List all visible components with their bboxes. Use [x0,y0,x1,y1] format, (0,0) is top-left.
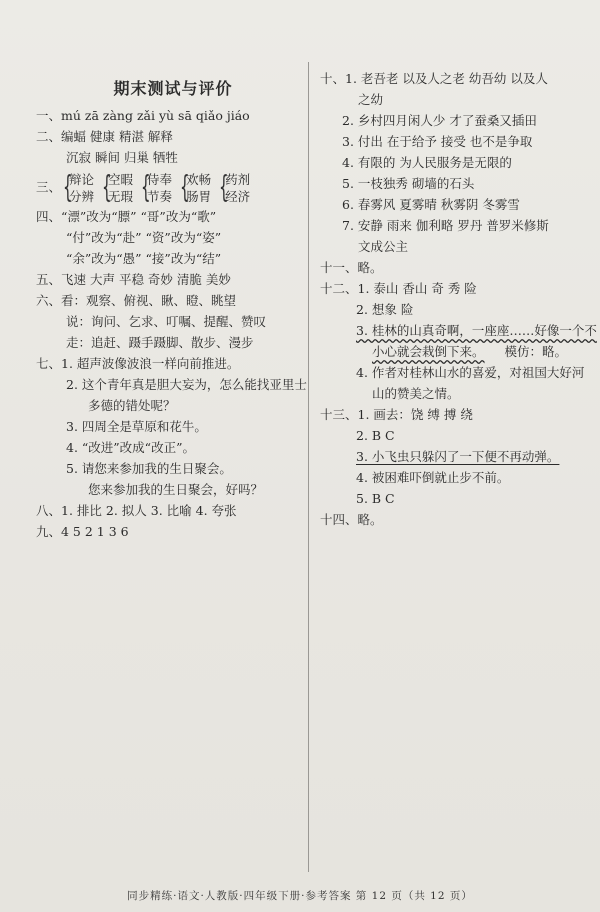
answer-q1: 一、mú zā zàng zǎi yù sā qiǎo jiáo [36,108,250,123]
answer-q9: 九、4 5 2 1 3 6 [36,524,129,539]
answer-q10-7b: 文成公主 [358,239,409,254]
answer-q12-1: 十二、1. 泰山 香山 奇 秀 险 [320,281,477,296]
answer-q4b: “付”改为“赴” “资”改为“姿” [66,230,222,245]
imitate-note: 模仿：略。 [504,344,568,359]
answer-q7-2a: 2. 这个青年真是胆大妄为，怎么能找亚里士 [66,377,307,392]
answer-q7-2b: 多德的错处呢？ [88,398,176,413]
answer-q4a: 四、“漂”改为“膘” “哥”改为“歌” [36,209,217,224]
pair-word: 节奏 [147,189,173,204]
answer-q13-3 [320,446,582,467]
answer-q13-2: 2. B C [356,428,395,443]
answer-q13-1: 十三、1. 画去：饶 缚 搏 绕 [320,407,473,422]
answer-q5: 五、飞速 大声 平稳 奇妙 清脆 美妙 [36,272,231,287]
q3-label: 三、 [36,179,62,195]
answer-q11: 十一、略。 [320,260,383,275]
underlined-sentence: 3. 小飞虫只躲闪了一下便不再动弹。 [356,449,560,464]
answer-q7-5a: 5. 请您来参加我的生日聚会。 [66,461,232,476]
answer-q3 [36,168,300,206]
pair-word: 空暇 [108,172,134,187]
word-pair: {辩论 分辨 [63,170,95,205]
pair-word: 药剂 [225,172,251,187]
word-pair: {空暇 无瑕 [102,170,134,205]
answer-q10-7a: 7. 安静 雨来 伽利略 罗丹 普罗米修斯 [342,218,549,233]
answer-q10-1b: 之幼 [358,92,384,107]
answer-q7-1: 七、1. 超声波像波浪一样向前推进。 [36,356,240,371]
left-column [36,68,307,542]
pair-word: 欢畅 [186,172,212,187]
pair-word: 侍奉 [147,172,173,187]
answer-q4c: “余”改为“愚” “接”改为“结” [66,251,222,266]
answer-q12-3a [320,320,597,341]
pair-word: 无瑕 [108,189,134,204]
word-pair: {欢畅 肠胃 [180,170,212,205]
word-pair: {药剂 经济 [219,170,251,205]
pair-word: 经济 [225,189,251,204]
answer-q6b: 说：询问、乞求、叮嘱、提醒、赞叹 [66,314,267,329]
answer-q12-4a: 4. 作者对桂林山水的喜爱，对祖国大好河 [356,365,585,380]
page-footer: 同步精练·语文·人教版·四年级下册·参考答案 第 12 页（共 12 页） [127,890,473,902]
pair-word: 辩论 [69,172,95,187]
answer-q7-3: 3. 四周全是草原和花牛。 [66,419,207,434]
answer-q6a: 六、看：观察、俯视、瞅、瞪、眺望 [36,293,237,308]
answer-q13-4: 4. 被困难吓倒就止步不前。 [356,470,510,485]
answer-q12-3b [320,341,582,362]
answer-q10-4: 4. 有限的 为人民服务是无限的 [342,155,512,170]
answer-q10-6: 6. 春雾风 夏雾晴 秋雾阴 冬雾雪 [342,197,520,212]
answer-q7-5b: 您来参加我的生日聚会，好吗？ [88,482,264,497]
pair-word: 肠胃 [186,189,212,204]
answer-q12-2: 2. 想象 险 [356,302,414,317]
answer-q10-5: 5. 一枝独秀 砌墙的石头 [342,176,475,191]
answer-q7-4: 4. “改进”改成“改正”。 [66,440,195,455]
underlined-sentence: 3. 桂林的山真奇啊，一座座……好像一个不 [356,323,597,338]
answer-q14: 十四、略。 [320,512,383,527]
column-divider [308,62,309,872]
right-column [320,68,597,530]
answer-q6c: 走：追赶、蹑手蹑脚、散步、漫步 [66,335,254,350]
answer-q10-2: 2. 乡村四月闲人少 才了蚕桑又插田 [342,113,537,128]
answer-q12-4b: 山的赞美之情。 [372,386,460,401]
answer-q10-1a: 十、1. 老吾老 以及人之老 幼吾幼 以及人 [320,71,548,86]
answer-q2b: 沉寂 瞬间 归巢 牺牲 [66,150,178,165]
underlined-sentence: 小心就会栽倒下来。 [372,344,485,359]
answer-q8: 八、1. 排比 2. 拟人 3. 比喻 4. 夸张 [36,503,237,518]
answer-q13-5: 5. B C [356,491,395,506]
word-pair: {侍奉 节奏 [141,170,173,205]
pair-word: 分辨 [69,189,95,204]
answer-q10-3: 3. 付出 在于给予 接受 也不是争取 [342,134,533,149]
page-title: 期末测试与评价 [113,79,233,98]
answer-q2a: 二、编蝠 健康 精湛 解释 [36,129,173,144]
